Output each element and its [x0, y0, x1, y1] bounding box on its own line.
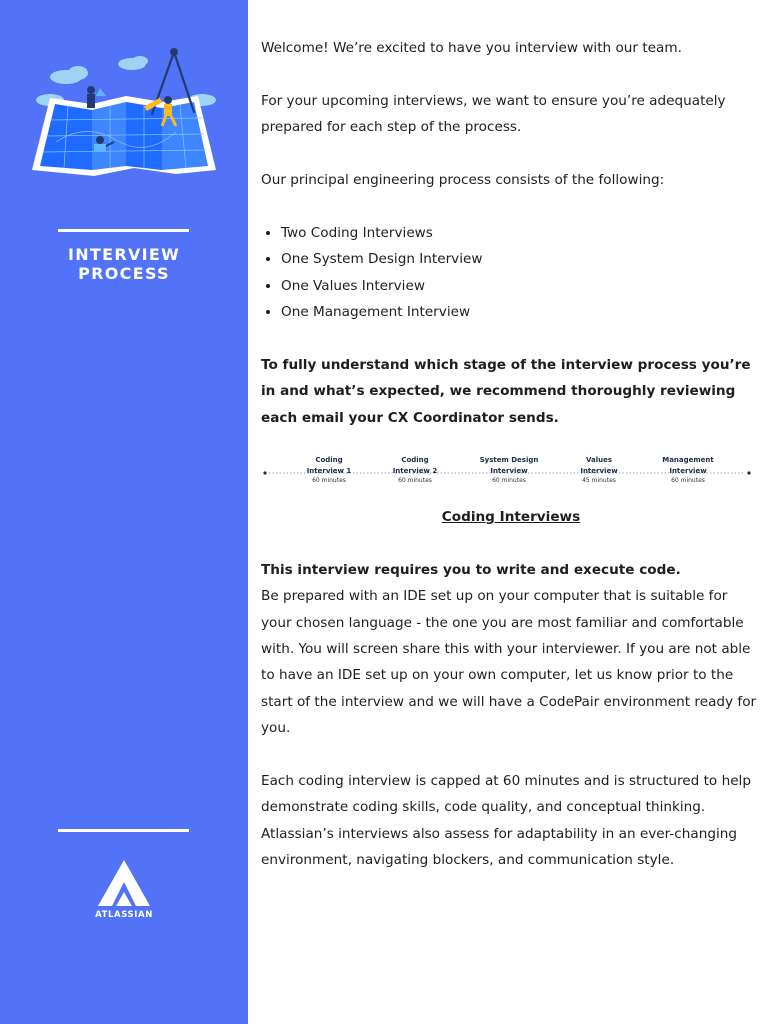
timeline-stage: Coding Interview 1 60 minutes	[306, 456, 352, 485]
list-item: • One System Design Interview	[281, 246, 761, 272]
section-title-line2: PROCESS	[78, 264, 170, 283]
intro-text: For your upcoming interviews, we want to ensure you’re adequately prepared for each step of the process.	[261, 92, 726, 136]
timeline-stage: Coding Interview 2 60 minutes	[392, 456, 438, 485]
steps-list	[281, 220, 761, 326]
timeline-stage: System Design Interview 60 minutes	[479, 456, 539, 485]
coding-ide-text: Be prepared with an IDE set up on your computer that is suitable for your chosen language - the one you are most familiar and comfortable with. You will screen share this with your interviewer. If you are not able to have an IDE set up on your own computer, let us know prior to the start of the interview and we will have a CodePair environment ready for you.	[261, 588, 757, 737]
coding-interviews-heading: Coding Interviews	[441, 509, 581, 526]
divider-top	[58, 229, 189, 232]
timeline-stage: Values Interview 45 minutes	[580, 456, 618, 485]
interview-timeline	[261, 455, 763, 497]
list-item: • One Values Interview	[281, 273, 761, 299]
coding-structure-text: Each coding interview is capped at 60 minutes and is structured to help demonstrate coding skills, code quality, and conceptual thinking. Atlassian’s interviews also assess for adaptability in an ever-changing environment, navigating blockers, and communication style.	[261, 773, 751, 869]
list-item: • One Management Interview	[281, 299, 761, 325]
divider-bottom	[58, 829, 189, 832]
main-content	[261, 35, 761, 900]
coding-requirement-text: This interview requires you to write and execute code.	[261, 561, 681, 578]
timeline-stage: Management Interview 60 minutes	[662, 456, 714, 485]
section-title	[40, 245, 208, 283]
section-title-line1: INTERVIEW	[67, 245, 181, 264]
atlassian-logo-text: ATLASSIAN	[95, 910, 153, 920]
welcome-text: Welcome! We’re excited to have you interview with our team.	[261, 40, 682, 56]
process-intro-text: Our principal engineering process consists of the following:	[261, 172, 665, 188]
map-compass-illustration	[26, 42, 222, 178]
list-item: • Two Coding Interviews	[281, 220, 761, 246]
sidebar	[0, 0, 248, 1024]
advice-text: To fully understand which stage of the interview process you’re in and what’s expected, we recommend thoroughly reviewing each email your CX Coordinator sends.	[261, 356, 751, 426]
